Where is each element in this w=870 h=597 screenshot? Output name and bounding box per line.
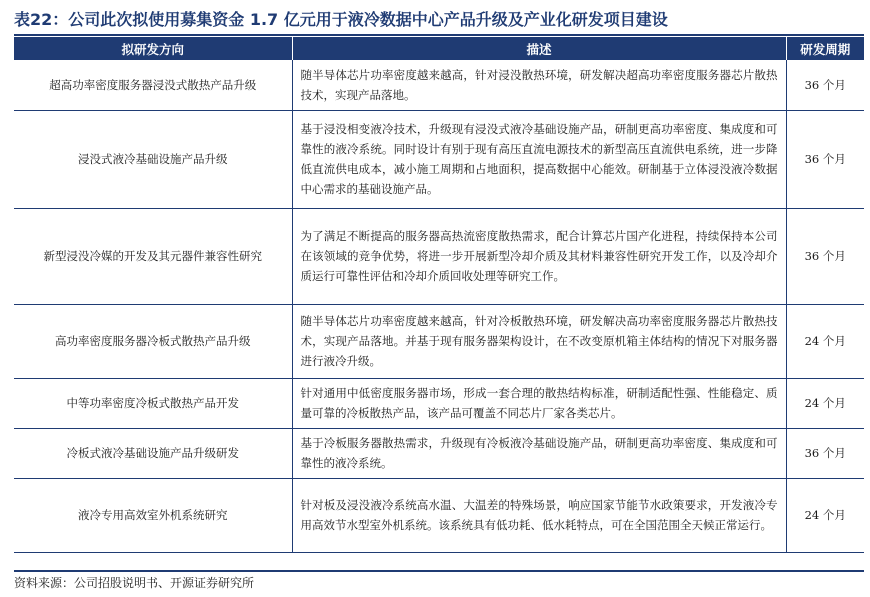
cycle-cell: 36 个月	[786, 208, 864, 304]
direction-cell: 高功率密度服务器冷板式散热产品升级	[14, 304, 292, 378]
cycle-cell: 36 个月	[786, 60, 864, 110]
table-row	[14, 110, 864, 208]
direction-cell: 浸没式液冷基础设施产品升级	[14, 110, 292, 208]
header-cycle: 研发周期	[786, 37, 864, 60]
cycle-cell: 36 个月	[786, 110, 864, 208]
table-row	[14, 208, 864, 304]
rd-projects-table	[14, 37, 864, 553]
cycle-cell: 24 个月	[786, 478, 864, 552]
description-cell: 基于浸没相变液冷技术，升级现有浸没式液冷基础设施产品，研制更高功率密度、集成度和可靠性的液冷系统。同时设计有别于现有高压直流电源技术的新型高压直流供电系统，进一步降低直流供电成本，减小施工周期和占地面积，提高数据中心能效。研制基于立体浸没液冷数据中心需求的基础设施产品。	[292, 110, 786, 208]
table-row	[14, 428, 864, 478]
direction-cell: 中等功率密度冷板式散热产品开发	[14, 378, 292, 428]
cycle-cell: 36 个月	[786, 428, 864, 478]
table-title: 表22：公司此次拟使用募集资金 1.7 亿元用于液冷数据中心产品升级及产业化研发项目建设	[14, 10, 668, 29]
description-cell: 针对通用中低密度服务器市场，形成一套合理的散热结构标准，研制适配性强、性能稳定、质量可靠的冷板散热产品，该产品可覆盖不同芯片厂家各类芯片。	[292, 378, 786, 428]
table-row	[14, 478, 864, 552]
source-note: 资料来源：公司招股说明书、开源证券研究所	[14, 570, 864, 596]
description-cell: 为了满足不断提高的服务器高热流密度散热需求，配合计算芯片国产化进程，持续保持本公司在该领域的竞争优势，将进一步开展新型冷却介质及其材料兼容性研究开发工作，以及冷却介质运行可靠性评估和冷却介质回收处理等研究工作。	[292, 208, 786, 304]
table-row	[14, 378, 864, 428]
table-header-row	[14, 37, 864, 60]
cycle-cell: 24 个月	[786, 378, 864, 428]
header-direction: 拟研发方向	[14, 37, 292, 60]
table-row	[14, 304, 864, 378]
direction-cell: 新型浸没冷媒的开发及其元器件兼容性研究	[14, 208, 292, 304]
description-cell: 随半导体芯片功率密度越来越高，针对冷板散热环境，研发解决高功率密度服务器芯片散热技术，实现产品落地。并基于现有服务器架构设计，在不改变原机箱主体结构的情况下对服务器进行液冷升级。	[292, 304, 786, 378]
title-divider	[14, 34, 864, 36]
direction-cell: 冷板式液冷基础设施产品升级研发	[14, 428, 292, 478]
direction-cell: 液冷专用高效室外机系统研究	[14, 478, 292, 552]
table-row	[14, 60, 864, 110]
description-cell: 针对板及浸没液冷系统高水温、大温差的特殊场景，响应国家节能节水政策要求，开发液冷专用高效节水型室外机系统。该系统具有低功耗、低水耗特点，可在全国范围全天候正常运行。	[292, 478, 786, 552]
cycle-cell: 24 个月	[786, 304, 864, 378]
header-description: 描述	[292, 37, 786, 60]
direction-cell: 超高功率密度服务器浸没式散热产品升级	[14, 60, 292, 110]
description-cell: 随半导体芯片功率密度越来越高，针对浸没散热环境，研发解决超高功率密度服务器芯片散热技术，实现产品落地。	[292, 60, 786, 110]
description-cell: 基于冷板服务器散热需求，升级现有冷板液冷基础设施产品，研制更高功率密度、集成度和可靠性的液冷系统。	[292, 428, 786, 478]
